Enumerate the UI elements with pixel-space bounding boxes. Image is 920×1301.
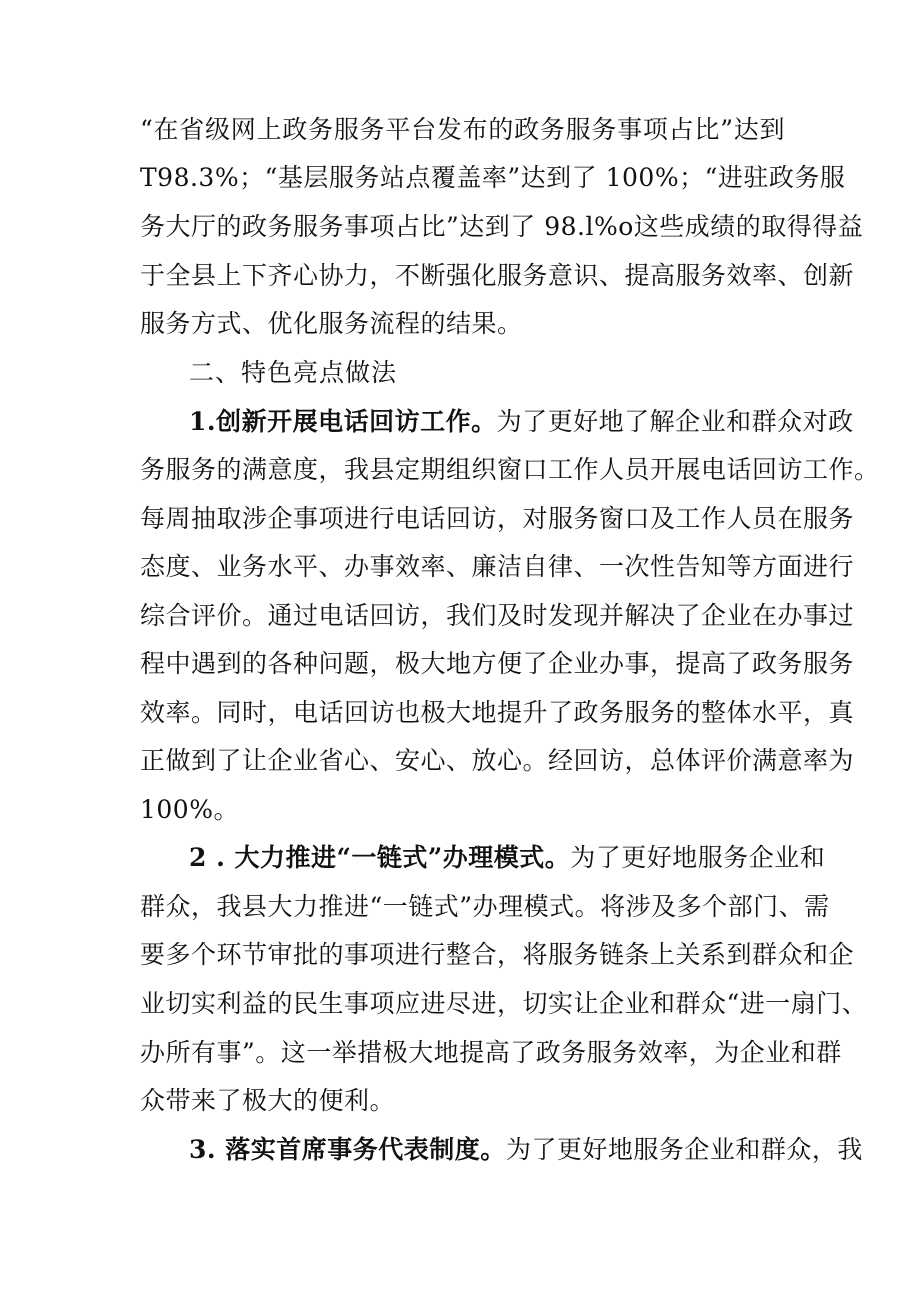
item-1-title: 1.创新开展电话回访工作。 [189, 407, 497, 436]
item-1-first-line [189, 404, 854, 440]
item-2-first-line [189, 840, 826, 876]
item-3-first-line [189, 1132, 863, 1168]
intro-line-3: 务大厅的政务服务事项占比”达到了 98.l%o这些成绩的取得得益 [140, 212, 864, 241]
section-heading: 二、特色亮点做法 [189, 358, 398, 387]
item-1-line-4: 态度、业务水平、办事效率、廉洁自律、一次性告知等方面进行 [140, 552, 855, 581]
item-1-line-9: 100%。 [140, 795, 239, 824]
item-1-line-5: 综合评价。通过电话回访，我们及时发现并解决了企业在办事过 [140, 601, 855, 630]
item-1-line-3: 每周抽取涉企事项进行电话回访，对服务窗口及工作人员在服务 [140, 504, 855, 533]
item-2-line-4: 业切实利益的民生事项应进尽进，切实让企业和群众“进一扇门、 [140, 989, 868, 1018]
item-3-title: 3. 落实首席事务代表制度。 [189, 1135, 506, 1164]
item-1-line-2: 务服务的满意度，我县定期组织窗口工作人员开展电话回访工作。 [140, 455, 880, 484]
item-1-line-8: 正做到了让企业省心、安心、放心。经回访，总体评价满意率为 [140, 746, 855, 775]
item-1-line-7: 效率。同时，电话回访也极大地提升了政务服务的整体水平，真 [140, 698, 855, 727]
item-2-line-5: 办所有事”。这一举措极大地提高了政务服务效率，为企业和群 [140, 1038, 842, 1067]
item-2-title: 2 . 大力推进“一链式”办理模式。 [189, 843, 571, 872]
intro-line-4: 于全县上下齐心协力，不断强化服务意识、提高服务效率、创新 [140, 261, 855, 290]
item-2-first-line-rest: 为了更好地服务企业和 [570, 843, 826, 872]
intro-line-1: “在省级网上政务服务平台发布的政务服务事项占比”达到 [140, 115, 785, 144]
item-2-line-2: 群众，我县大力推进“一链式”办理模式。将涉及多个部门、需 [140, 892, 830, 921]
item-3-first-line-rest: 为了更好地服务企业和群众，我 [505, 1135, 863, 1164]
item-1-line-6: 程中遇到的各种问题，极大地方便了企业办事，提高了政务服务 [140, 649, 855, 678]
item-1-first-line-rest: 为了更好地了解企业和群众对政 [496, 407, 854, 436]
intro-line-5: 服务方式、优化服务流程的结果。 [140, 309, 523, 338]
item-2-line-3: 要多个环节审批的事项进行整合，将服务链条上关系到群众和企 [140, 940, 855, 969]
item-2-line-6: 众带来了极大的便利。 [140, 1086, 396, 1115]
intro-line-2: T98.3%；“基层服务站点覆盖率”达到了 100%；“进驻政务服 [140, 163, 846, 192]
